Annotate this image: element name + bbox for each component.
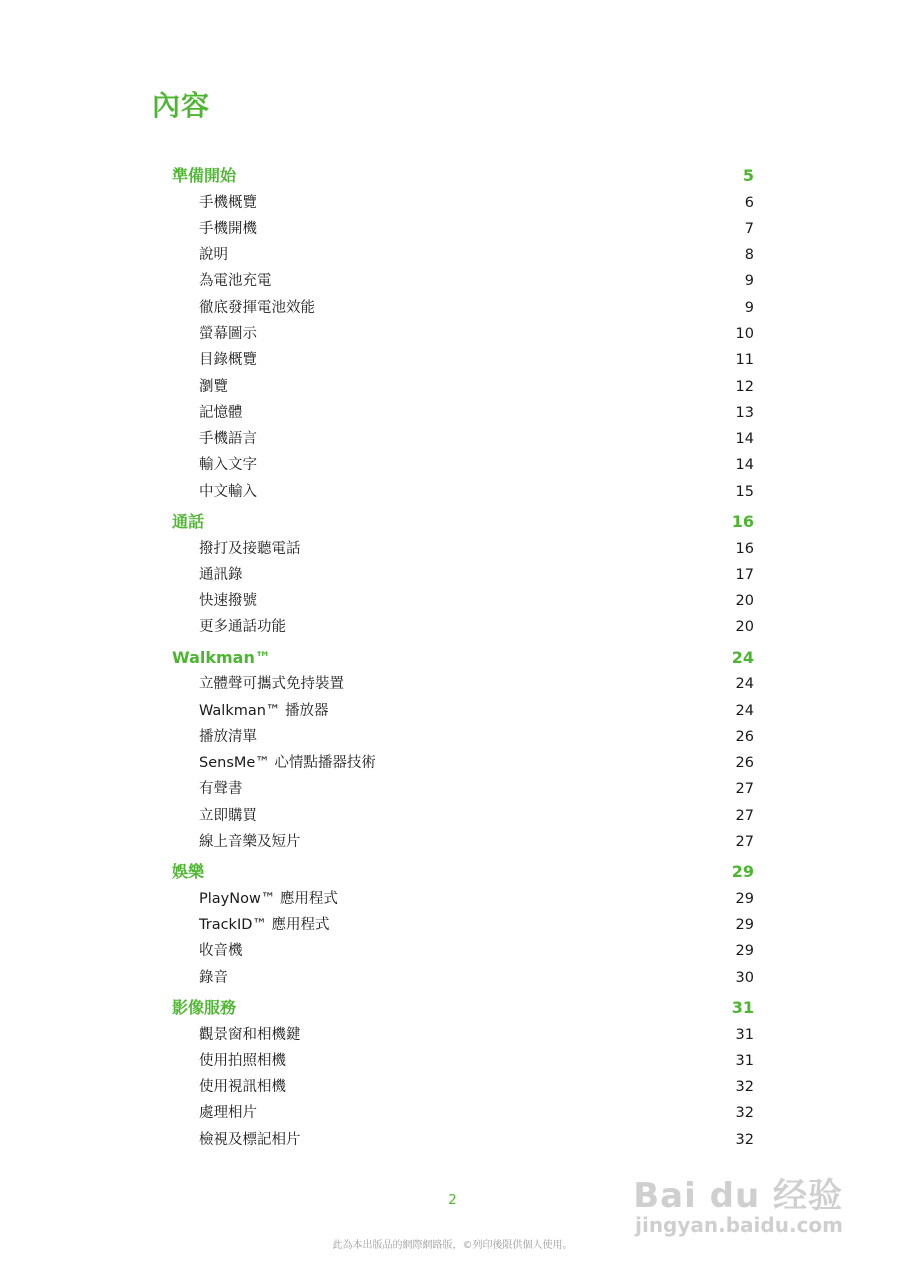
section-page: 16 bbox=[731, 512, 754, 532]
page-title: 內容 bbox=[152, 89, 211, 122]
toc-entry[interactable] bbox=[172, 1048, 754, 1074]
section-page: 24 bbox=[731, 647, 754, 667]
entry-label: 記憶體 bbox=[199, 404, 243, 421]
watermark-url: jingyan.baidu.com bbox=[635, 1213, 843, 1237]
watermark-logo: Bai du 经验 bbox=[633, 1176, 843, 1216]
entry-label: 瀏覽 bbox=[199, 378, 228, 395]
toc-entry[interactable] bbox=[172, 562, 754, 588]
toc-entry[interactable] bbox=[172, 803, 754, 829]
entry-page: 16 bbox=[735, 540, 754, 557]
entry-label: 立體聲可攜式免持裝置 bbox=[199, 676, 344, 693]
toc-section-heading[interactable] bbox=[172, 163, 754, 190]
toc-entry[interactable] bbox=[172, 1127, 754, 1153]
entry-page: 10 bbox=[735, 325, 754, 342]
baidu-watermark bbox=[633, 1168, 843, 1237]
entry-page: 9 bbox=[744, 299, 754, 316]
toc-entry[interactable] bbox=[172, 886, 754, 912]
entry-label: 錄音 bbox=[199, 969, 228, 986]
entry-page: 15 bbox=[735, 483, 754, 500]
entry-label: 播放清單 bbox=[199, 728, 257, 745]
page-number: 2 bbox=[448, 1193, 457, 1208]
toc-entry[interactable] bbox=[172, 426, 754, 452]
toc-entry[interactable] bbox=[172, 400, 754, 426]
entry-label: 撥打及接聽電話 bbox=[199, 540, 301, 557]
toc-entry[interactable] bbox=[172, 268, 754, 294]
entry-label: 輸入文字 bbox=[199, 457, 257, 474]
toc-entry[interactable] bbox=[172, 588, 754, 614]
toc-section-heading[interactable] bbox=[172, 645, 754, 672]
entry-page: 27 bbox=[735, 834, 754, 851]
entry-page: 27 bbox=[735, 781, 754, 798]
entry-label: 手機概覽 bbox=[199, 194, 257, 211]
toc-entry[interactable] bbox=[172, 776, 754, 802]
entry-label: SensMe™ 心情點播器技術 bbox=[199, 755, 376, 772]
entry-page: 26 bbox=[735, 755, 754, 772]
entry-page: 31 bbox=[735, 1026, 754, 1043]
toc-entry[interactable] bbox=[172, 374, 754, 400]
entry-page: 31 bbox=[735, 1052, 754, 1069]
toc-entry[interactable] bbox=[172, 698, 754, 724]
toc-entry[interactable] bbox=[172, 216, 754, 242]
entry-page: 24 bbox=[735, 702, 754, 719]
toc-entry[interactable] bbox=[172, 321, 754, 347]
toc-entry[interactable] bbox=[172, 965, 754, 991]
section-page: 5 bbox=[742, 166, 754, 185]
toc-entry[interactable] bbox=[172, 750, 754, 776]
entry-label: Walkman™ 播放器 bbox=[199, 702, 329, 719]
entry-page: 14 bbox=[735, 431, 754, 448]
entry-page: 20 bbox=[735, 593, 754, 610]
toc-entry[interactable] bbox=[172, 536, 754, 562]
entry-page: 8 bbox=[744, 247, 754, 264]
toc-section bbox=[172, 645, 754, 856]
toc-section bbox=[172, 163, 754, 505]
toc-entry[interactable] bbox=[172, 829, 754, 855]
section-title: 通話 bbox=[172, 512, 205, 532]
entry-page: 7 bbox=[744, 220, 754, 237]
entry-page: 24 bbox=[735, 676, 754, 693]
entry-page: 27 bbox=[735, 807, 754, 824]
entry-page: 13 bbox=[735, 404, 754, 421]
entry-label: 快速撥號 bbox=[199, 593, 257, 610]
entry-label: 線上音樂及短片 bbox=[199, 834, 301, 851]
section-page: 29 bbox=[731, 862, 754, 882]
entry-label: 更多通話功能 bbox=[199, 619, 286, 636]
footer-note: 此為本出版品的網際網路版，©列印後限供個人使用。 bbox=[332, 1240, 573, 1251]
entry-label: 檢視及標記相片 bbox=[199, 1131, 301, 1148]
entry-page: 26 bbox=[735, 728, 754, 745]
entry-label: 說明 bbox=[199, 247, 228, 264]
entry-label: 螢幕圖示 bbox=[199, 325, 257, 342]
section-title: 娛樂 bbox=[172, 862, 205, 882]
toc-entry[interactable] bbox=[172, 724, 754, 750]
toc-entry[interactable] bbox=[172, 938, 754, 964]
section-page: 31 bbox=[731, 998, 754, 1018]
table-of-contents bbox=[172, 163, 754, 1157]
toc-section bbox=[172, 859, 754, 991]
entry-page: 17 bbox=[735, 566, 754, 583]
entry-label: 手機語言 bbox=[199, 431, 257, 448]
entry-label: 為電池充電 bbox=[199, 273, 272, 290]
toc-entry[interactable] bbox=[172, 1022, 754, 1048]
toc-entry[interactable] bbox=[172, 671, 754, 697]
entry-page: 32 bbox=[735, 1131, 754, 1148]
entry-label: PlayNow™ 應用程式 bbox=[199, 890, 338, 907]
toc-section bbox=[172, 995, 754, 1153]
toc-entry[interactable] bbox=[172, 452, 754, 478]
toc-entry[interactable] bbox=[172, 242, 754, 268]
entry-page: 32 bbox=[735, 1105, 754, 1122]
toc-section-heading[interactable] bbox=[172, 509, 754, 536]
entry-page: 29 bbox=[735, 890, 754, 907]
entry-label: 觀景窗和相機鍵 bbox=[199, 1026, 301, 1043]
entry-label: TrackID™ 應用程式 bbox=[199, 917, 330, 934]
toc-section bbox=[172, 509, 754, 641]
entry-page: 29 bbox=[735, 917, 754, 934]
toc-entry[interactable] bbox=[172, 1074, 754, 1100]
entry-page: 9 bbox=[744, 273, 754, 290]
toc-section-heading[interactable] bbox=[172, 859, 754, 886]
toc-entry[interactable] bbox=[172, 295, 754, 321]
entry-label: 中文輸入 bbox=[199, 483, 257, 500]
entry-page: 14 bbox=[735, 457, 754, 474]
toc-entry[interactable] bbox=[172, 479, 754, 505]
toc-entry[interactable] bbox=[172, 1100, 754, 1126]
entry-page: 12 bbox=[735, 378, 754, 395]
entry-page: 30 bbox=[735, 969, 754, 986]
toc-section-heading[interactable] bbox=[172, 995, 754, 1022]
entry-label: 有聲書 bbox=[199, 781, 243, 798]
toc-entry[interactable] bbox=[172, 190, 754, 216]
section-title: 影像服務 bbox=[172, 998, 237, 1018]
entry-label: 使用視訊相機 bbox=[199, 1079, 286, 1096]
entry-label: 使用拍照相機 bbox=[199, 1052, 286, 1069]
toc-entry[interactable] bbox=[172, 347, 754, 373]
section-title: 準備開始 bbox=[172, 166, 237, 185]
entry-page: 20 bbox=[735, 619, 754, 636]
entry-label: 通訊錄 bbox=[199, 566, 243, 583]
entry-page: 6 bbox=[744, 194, 754, 211]
entry-label: 處理相片 bbox=[199, 1105, 257, 1122]
toc-entry[interactable] bbox=[172, 614, 754, 640]
entry-label: 手機開機 bbox=[199, 220, 257, 237]
entry-label: 立即購買 bbox=[199, 807, 257, 824]
entry-page: 29 bbox=[735, 943, 754, 960]
section-title: Walkman™ bbox=[172, 647, 271, 667]
entry-page: 32 bbox=[735, 1079, 754, 1096]
entry-label: 目錄概覽 bbox=[199, 352, 257, 369]
entry-label: 收音機 bbox=[199, 943, 243, 960]
entry-label: 徹底發揮電池效能 bbox=[199, 299, 315, 316]
toc-entry[interactable] bbox=[172, 912, 754, 938]
entry-page: 11 bbox=[735, 352, 754, 369]
